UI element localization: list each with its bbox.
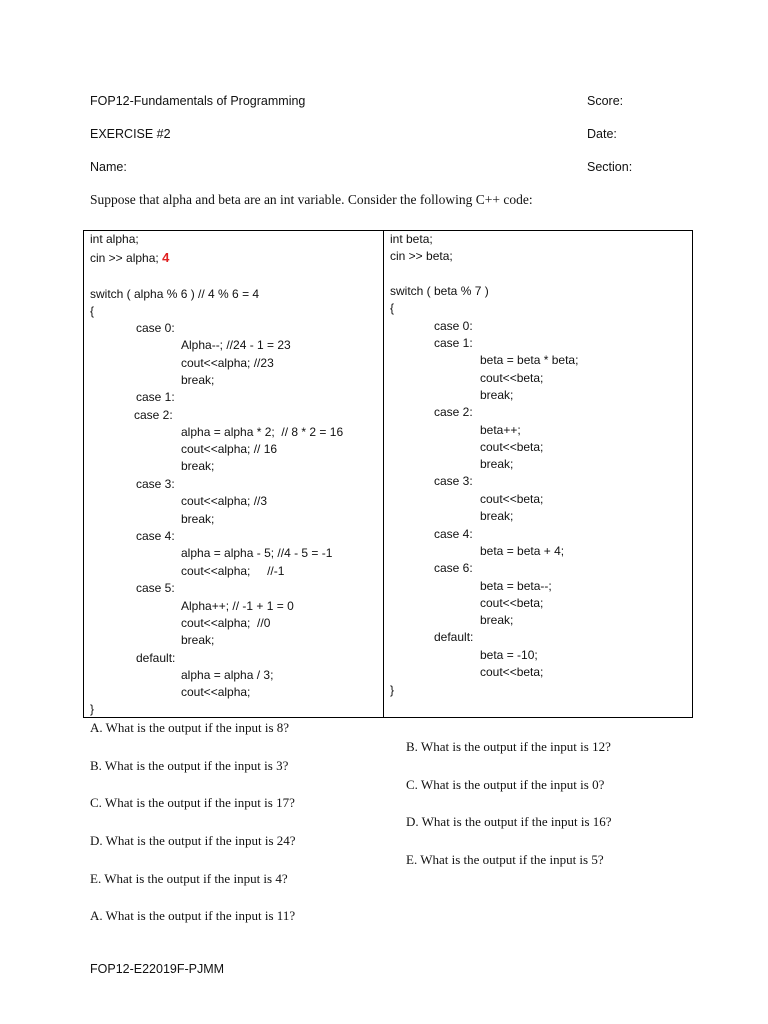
question-item: D. What is the output if the input is 16? [406, 814, 612, 829]
code-line: cin >> beta; [390, 249, 453, 263]
code-line: beta = -10; [480, 648, 538, 662]
code-line: break; [181, 373, 215, 387]
intro-text: Suppose that alpha and beta are an int variable. Consider the following C++ code: [90, 192, 533, 207]
code-line: case 2: [434, 405, 473, 419]
code-line: Alpha++; // -1 + 1 = 0 [181, 599, 294, 613]
question-item: A. What is the output if the input is 8? [90, 720, 290, 735]
code-line: cout<<alpha; [181, 685, 251, 699]
code-line: default: [434, 630, 474, 644]
code-line: break; [480, 613, 514, 627]
code-line: case 0: [136, 321, 175, 335]
code-line: break; [181, 459, 215, 473]
section-label: Section: [587, 160, 633, 174]
question-item: B. What is the output if the input is 3? [90, 758, 289, 773]
code-line: case 6: [434, 561, 473, 575]
code-line: cin >> alpha; 4 [90, 250, 170, 265]
input-annotation: 4 [162, 250, 170, 265]
beta-code-column [84, 231, 692, 717]
code-line: beta++; [480, 423, 521, 437]
code-line: case 5: [136, 581, 175, 595]
code-line: cout<<alpha; //-1 [181, 564, 285, 578]
code-line: } [90, 702, 95, 716]
code-line: switch ( alpha % 6 ) // 4 % 6 = 4 [90, 287, 260, 301]
code-line: { [90, 304, 95, 318]
code-line: cout<<alpha; //0 [181, 616, 271, 630]
code-line: cout<<beta; [480, 596, 544, 610]
code-line: beta = beta * beta; [480, 353, 579, 367]
question-item: E. What is the output if the input is 4? [90, 871, 288, 886]
code-line: cout<<beta; [480, 665, 544, 679]
code-line: break; [480, 388, 514, 402]
code-line: case 3: [136, 477, 175, 491]
code-line: case 0: [434, 319, 473, 333]
code-line: cout<<beta; [480, 492, 544, 506]
course-title: FOP12-Fundamentals of Programming [90, 94, 306, 108]
code-line: alpha = alpha / 3; [181, 668, 274, 682]
code-line: cout<<beta; [480, 440, 544, 454]
code-line: break; [480, 457, 514, 471]
code-line: case 2: [134, 408, 173, 422]
code-line: case 3: [434, 474, 473, 488]
question-item: C. What is the output if the input is 17? [90, 795, 295, 810]
question-item: C. What is the output if the input is 0? [406, 777, 605, 792]
code-line: Alpha--; //24 - 1 = 23 [181, 338, 291, 352]
code-line: case 4: [136, 529, 175, 543]
code-line: beta = beta + 4; [480, 544, 565, 558]
question-item: E. What is the output if the input is 5? [406, 852, 604, 867]
footer-code: FOP12-E22019F-PJMM [90, 962, 225, 976]
code-line: break; [181, 512, 215, 526]
code-line: break; [480, 509, 514, 523]
code-line: int alpha; [90, 232, 139, 246]
code-line: default: [136, 651, 176, 665]
code-line: beta = beta--; [480, 579, 552, 593]
question-item: B. What is the output if the input is 12? [406, 739, 611, 754]
code-line: case 1: [434, 336, 473, 350]
code-line: case 1: [136, 390, 175, 404]
question-item: D. What is the output if the input is 24? [90, 833, 296, 848]
code-line: } [390, 683, 395, 697]
score-label: Score: [587, 94, 624, 108]
code-line: alpha = alpha * 2; // 8 * 2 = 16 [181, 425, 344, 439]
exercise-title: EXERCISE #2 [90, 127, 171, 141]
code-line: { [390, 301, 395, 315]
code-line: case 4: [434, 527, 473, 541]
question-item: A. What is the output if the input is 11? [90, 908, 296, 923]
code-line: cout<<beta; [480, 371, 544, 385]
code-line: break; [181, 633, 215, 647]
code-line: cout<<alpha; //3 [181, 494, 268, 508]
code-table [83, 230, 693, 718]
code-line: int beta; [390, 232, 433, 246]
code-line: alpha = alpha - 5; //4 - 5 = -1 [181, 546, 333, 560]
code-line: switch ( beta % 7 ) [390, 284, 489, 298]
name-label: Name: [90, 160, 127, 174]
code-line: cout<<alpha; // 16 [181, 442, 278, 456]
code-line: cout<<alpha; //23 [181, 356, 274, 370]
date-label: Date: [587, 127, 617, 141]
